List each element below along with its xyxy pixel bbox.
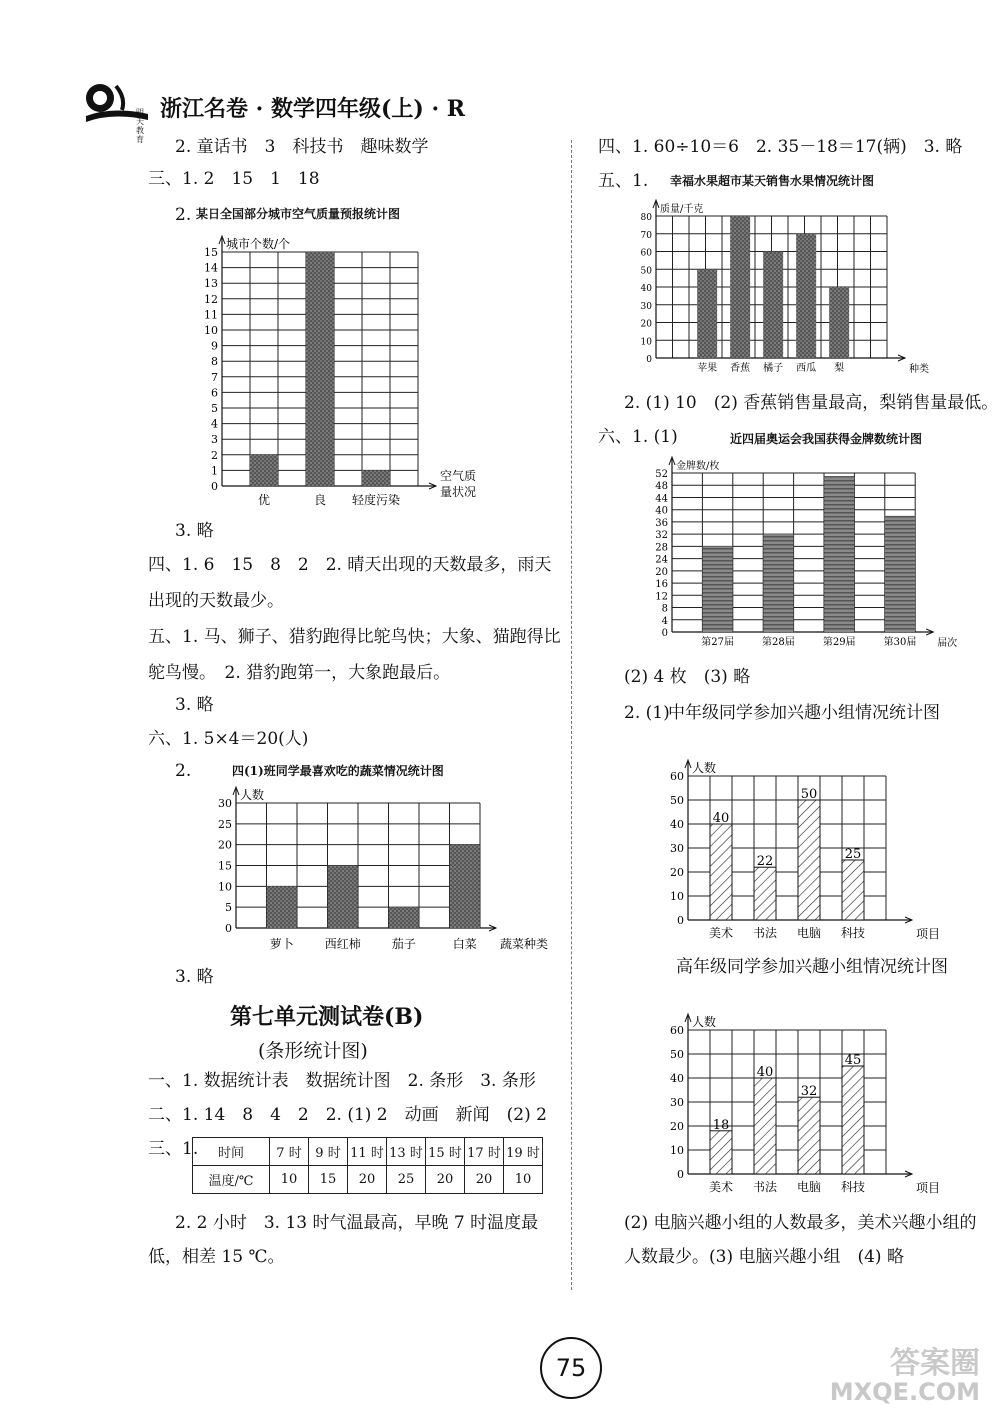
y-tick-label: 10	[204, 324, 218, 337]
left-line-15: 2. 2 小时 3. 13 时气温最高，早晚 7 时温度最	[175, 1213, 539, 1233]
unit-subtitle: (条形统计图)	[258, 1040, 368, 1062]
x-tick-label: 第28届	[762, 637, 795, 648]
x-tick-label: 轻度污染	[351, 493, 401, 507]
x-tick-label: 苹果	[697, 363, 718, 374]
table-cell: 15 时	[426, 1138, 465, 1166]
table-cell: 7 时	[270, 1138, 309, 1166]
y-tick-label: 70	[640, 230, 652, 241]
y-tick-label: 15	[204, 246, 218, 259]
chart3-title: 幸福水果超市某天销售水果情况统计图	[670, 174, 875, 188]
y-tick-label: 40	[670, 1072, 684, 1085]
y-tick-label: 40	[640, 284, 652, 294]
y-tick-label: 20	[670, 866, 684, 879]
right-line-3: 2. (1) 10 (2) 香蕉销售量最高，梨销售量最低。	[624, 393, 999, 413]
x-tick-label: 优	[257, 493, 271, 507]
header-logo-text: 明天教育	[136, 108, 144, 144]
page-number: 75	[540, 1337, 602, 1399]
right-line-6: 2. (1)	[624, 703, 670, 723]
x-tick-label: 香蕉	[730, 363, 751, 374]
y-tick-label: 14	[204, 261, 218, 275]
data-label: 18	[712, 1117, 730, 1133]
bar	[710, 1131, 732, 1174]
unit-title: 第七单元测试卷(B)	[230, 1004, 424, 1030]
y-tick-label: 0	[661, 628, 668, 639]
y-tick-label: 50	[640, 266, 652, 277]
y-tick-label: 60	[670, 770, 684, 783]
y-tick-label: 0	[677, 1168, 684, 1181]
bar	[450, 845, 480, 928]
y-tick-label: 11	[204, 308, 218, 322]
y-tick-label: 0	[646, 355, 652, 365]
x-tick-label: 第27届	[701, 637, 734, 648]
y-tick-label: 10	[670, 890, 684, 903]
y-tick-label: 2	[211, 448, 218, 462]
table-cell: 10	[270, 1166, 309, 1194]
table-row	[193, 1138, 543, 1166]
left-line-7: 鸵鸟慢。 2. 猎豹跑第一，大象跑最后。	[148, 663, 451, 683]
x-tick-label: 梨	[834, 363, 845, 374]
y-tick-label: 4	[661, 615, 668, 627]
data-label: 40	[756, 1065, 774, 1080]
y-tick-label: 52	[655, 469, 668, 480]
y-tick-label: 80	[640, 213, 652, 223]
bar	[250, 455, 278, 486]
data-label: 40	[712, 811, 730, 826]
bar	[763, 534, 793, 632]
y-tick-label: 30	[640, 301, 652, 312]
x-tick-label: 书法	[752, 1180, 778, 1194]
y-tick-label: 44	[655, 493, 668, 505]
y-axis-label: 质量/千克	[660, 204, 704, 215]
y-tick-label: 12	[655, 591, 668, 603]
y-axis-label: 人数	[692, 761, 717, 775]
y-tick-label: 40	[655, 505, 668, 517]
chart-middle-grade-clubs	[656, 732, 946, 944]
chart-air-quality	[190, 222, 510, 512]
y-tick-label: 40	[670, 818, 684, 831]
x-tick-label: 第30届	[883, 637, 917, 648]
table-cell: 19 时	[504, 1138, 543, 1166]
bar	[829, 287, 849, 358]
bar	[842, 860, 864, 920]
y-tick-label: 60	[670, 1024, 684, 1037]
bar	[362, 470, 390, 486]
left-line-3: 3. 略	[175, 521, 214, 541]
y-tick-label: 10	[670, 1144, 684, 1157]
x-axis-label: 项目	[916, 1181, 941, 1195]
data-label: 50	[800, 787, 818, 802]
table-cell: 17 时	[465, 1138, 504, 1166]
left-line-12: 一、1. 数据统计表 数据统计图 2. 条形 3. 条形	[148, 1071, 536, 1091]
bar	[328, 866, 358, 929]
x-tick-label: 科技	[840, 1180, 866, 1194]
bar	[763, 252, 783, 359]
y-tick-label: 28	[655, 542, 668, 554]
bar	[824, 476, 854, 632]
bar	[697, 269, 717, 358]
y-tick-label: 5	[225, 901, 232, 915]
bar	[842, 1066, 864, 1174]
chart5-title: 中年级同学参加兴趣小组情况统计图	[668, 703, 940, 723]
y-tick-label: 50	[670, 794, 684, 807]
chart2-title: 四(1)班同学最喜欢吃的蔬菜情况统计图	[232, 764, 444, 778]
header-title: 浙江名卷 · 数学四年级(上) · R	[160, 96, 466, 122]
x-tick-label: 美术	[708, 926, 734, 940]
y-tick-label: 7	[211, 370, 218, 384]
y-tick-label: 24	[655, 554, 668, 566]
left-line-11: 3. 略	[175, 967, 214, 987]
y-tick-label: 20	[670, 1120, 684, 1133]
x-tick-label: 西红柿	[324, 937, 361, 951]
table-cell: 15	[309, 1166, 348, 1194]
x-axis-label: 种类	[909, 364, 929, 375]
table-cell: 9 时	[309, 1138, 348, 1166]
x-tick-label: 美术	[708, 1180, 734, 1194]
x-axis-label: 蔬菜种类	[500, 937, 549, 951]
right-line-7: (2) 电脑兴趣小组的人数最多，美术兴趣小组的	[624, 1213, 977, 1233]
y-tick-label: 10	[218, 880, 232, 894]
x-tick-label: 白菜	[452, 937, 477, 951]
left-line-5: 出现的天数最少。	[148, 591, 284, 611]
left-line-6: 五、1. 马、狮子、猎豹跑得比鸵鸟快；大象、猫跑得比	[148, 627, 561, 647]
bar	[754, 1078, 776, 1174]
left-line-1: 2. 童话书 3 科技书 趣味数学	[175, 137, 429, 157]
y-tick-label: 0	[225, 922, 232, 935]
chart6-title: 高年级同学参加兴趣小组情况统计图	[676, 957, 948, 977]
y-tick-label: 36	[655, 517, 668, 529]
table-row	[193, 1166, 543, 1194]
y-tick-label: 50	[670, 1048, 684, 1061]
x-tick-label: 第29届	[822, 637, 856, 648]
table-cell: 13 时	[387, 1138, 426, 1166]
y-tick-label: 0	[677, 914, 684, 927]
y-tick-label: 25	[218, 817, 232, 831]
left-line-16: 低，相差 15 ℃。	[148, 1247, 285, 1267]
y-tick-label: 16	[655, 579, 668, 591]
chart-olympic-gold	[642, 448, 992, 658]
x-tick-label: 茄子	[391, 937, 416, 951]
y-tick-label: 60	[640, 248, 652, 259]
x-tick-label: 橘子	[763, 363, 784, 374]
y-axis-label: 人数	[240, 788, 265, 802]
column-divider	[571, 140, 572, 1290]
chart-vegetables	[190, 778, 550, 958]
y-tick-label: 0	[211, 480, 218, 493]
table-cell: 11 时	[348, 1138, 387, 1166]
data-label: 45	[844, 1053, 862, 1068]
chart4-title: 近四届奥运会我国获得金牌数统计图	[730, 432, 923, 446]
x-tick-label: 萝卜	[269, 937, 294, 951]
watermark-url: MXQE.COM	[829, 1378, 980, 1406]
bar	[267, 886, 297, 928]
left-line-4: 四、1. 6 15 8 2 2. 晴天出现的天数最多，雨天	[148, 555, 552, 575]
left-line-2: 三、1. 2 15 1 18	[148, 169, 320, 189]
y-tick-label: 6	[211, 386, 218, 400]
right-line-8: 人数最少。(3) 电脑兴趣小组 (4) 略	[624, 1247, 904, 1267]
right-line-1: 四、1. 60÷10＝6 2. 35－18＝17(辆) 3. 略	[598, 137, 963, 157]
bar	[798, 800, 820, 920]
left-chart1-number: 2.	[175, 205, 192, 225]
x-axis-label: 项目	[916, 927, 941, 941]
data-label: 32	[800, 1084, 818, 1100]
watermark: 答案圈	[890, 1346, 980, 1381]
x-tick-label: 书法	[752, 926, 778, 940]
left-line-14: 三、1.	[148, 1139, 199, 1159]
left-line-9: 六、1. 5×4＝20(人)	[148, 729, 309, 749]
y-tick-label: 30	[670, 842, 684, 855]
y-tick-label: 30	[218, 797, 232, 810]
bar	[703, 546, 733, 632]
chart1-title: 某日全国部分城市空气质量预报统计图	[196, 207, 401, 221]
y-tick-label: 8	[661, 603, 668, 615]
y-tick-label: 8	[211, 355, 218, 369]
y-tick-label: 5	[211, 402, 218, 415]
table-cell: 时间	[193, 1138, 270, 1166]
table-cell: 25	[387, 1166, 426, 1194]
y-tick-label: 4	[211, 417, 218, 431]
x-tick-label: 科技	[840, 926, 866, 940]
y-tick-label: 20	[640, 319, 652, 330]
y-tick-label: 15	[218, 859, 232, 873]
y-axis-label: 人数	[692, 1015, 717, 1029]
x-axis-label: 届次	[937, 638, 958, 649]
x-axis-label: 量状况	[440, 485, 477, 499]
right-line-4: 六、1. (1)	[598, 427, 678, 447]
bar	[710, 824, 732, 920]
y-tick-label: 9	[211, 339, 218, 353]
chart-fruit-sales	[630, 190, 950, 382]
y-tick-label: 30	[670, 1096, 684, 1109]
x-tick-label: 电脑	[796, 1180, 822, 1194]
y-axis-label: 城市个数/个	[226, 237, 291, 251]
y-tick-label: 20	[218, 838, 232, 852]
left-line-8: 3. 略	[175, 695, 214, 715]
y-tick-label: 1	[211, 464, 218, 478]
right-line-5: (2) 4 枚 (3) 略	[624, 667, 751, 687]
x-axis-label: 空气质	[440, 469, 477, 483]
table-cell: 20	[348, 1166, 387, 1194]
data-label: 22	[756, 854, 774, 870]
table-cell: 20	[465, 1166, 504, 1194]
bar	[798, 1097, 820, 1174]
bar	[885, 516, 915, 632]
left-chart2-number: 2.	[175, 761, 192, 781]
bar	[730, 216, 750, 358]
y-tick-label: 48	[655, 481, 668, 493]
table-cell: 10	[504, 1166, 543, 1194]
y-tick-label: 13	[204, 277, 218, 291]
x-tick-label: 良	[313, 493, 327, 507]
y-tick-label: 10	[640, 337, 652, 348]
bar	[389, 907, 419, 928]
right-line-2: 五、1.	[598, 171, 649, 191]
data-label: 25	[844, 847, 862, 862]
bar	[306, 252, 334, 486]
bar	[754, 867, 776, 920]
chart-upper-grade-clubs	[656, 986, 946, 1198]
table-cell: 温度/℃	[193, 1166, 270, 1194]
y-tick-label: 12	[204, 292, 218, 306]
left-line-13: 二、1. 14 8 4 2 2. (1) 2 动画 新闻 (2) 2	[148, 1105, 547, 1125]
y-tick-label: 32	[655, 530, 668, 542]
x-tick-label: 西瓜	[796, 363, 817, 374]
temperature-table	[192, 1137, 543, 1194]
table-cell: 20	[426, 1166, 465, 1194]
x-tick-label: 电脑	[796, 926, 822, 940]
bar	[796, 234, 816, 358]
y-tick-label: 20	[655, 566, 668, 578]
y-axis-label: 金牌数/枚	[676, 461, 720, 472]
y-tick-label: 3	[211, 433, 218, 447]
